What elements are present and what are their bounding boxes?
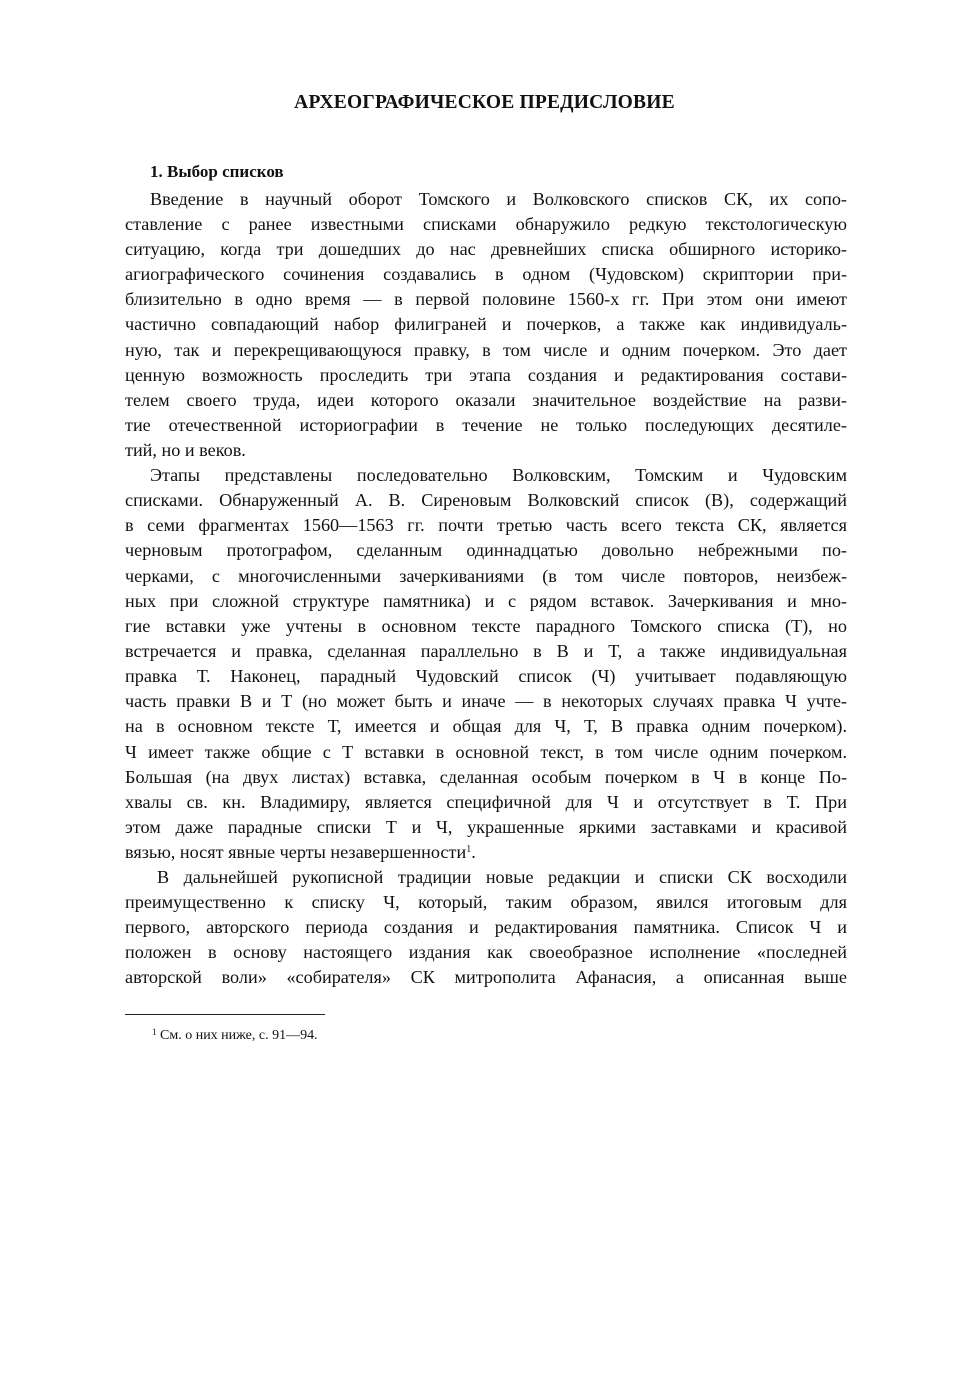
footnote-text: См. о них ниже, с. 91—94.	[160, 1028, 318, 1043]
footnote-divider	[125, 1014, 325, 1015]
paragraph-line: гие вставки уже учтены в основном тексте парадного Томского списка (Т), но	[125, 616, 847, 636]
paragraph-line: Большая (на двух листах) вставка, сделанная особым почерком в Ч в конце По-	[125, 767, 847, 787]
paragraph-line: преимущественно к списку Ч, который, таким образом, явился итоговым для	[125, 892, 847, 912]
paragraph-line: авторской воли» «собирателя» СК митрополита Афанасия, а описанная выше	[125, 967, 847, 987]
paragraph-line: в семи фрагментах 1560—1563 гг. почти третью часть всего текста СК, является	[125, 515, 847, 535]
paragraph-line: списками. Обнаруженный А. В. Сиреновым Волковский список (В), содержащий	[125, 490, 847, 510]
paragraph-line: ную, так и перекрещивающуюся правку, в том числе и одним почерком. Это дает	[125, 340, 847, 360]
paragraph-line: тие отечественной историографии в течение не только последующих десятиле-	[125, 415, 847, 435]
paragraph-line: хвалы св. кн. Владимиру, является специфичной для Ч и отсутствует в Т. При	[125, 792, 847, 812]
paragraph-line: ных при сложной структуре памятника) и с рядом вставок. Зачеркивания и мно-	[125, 591, 847, 611]
paragraph-line	[125, 840, 847, 865]
section-heading: 1. Выбор списков	[150, 162, 284, 181]
footnote	[152, 1028, 318, 1044]
paragraph-line: на в основном тексте Т, имеется и общая для Ч, Т, В правка одним почерком).	[125, 716, 847, 736]
paragraph-line-text: вязью, носят явные черты незавершенности	[125, 842, 467, 862]
paragraph-line: положен в основу настоящего издания как своеобразное исполнение «последней	[125, 942, 847, 962]
paragraph-line: ценную возможность проследить три этапа создания и редактирования состави-	[125, 365, 847, 385]
paragraph-line: ситуацию, когда три дошедших до нас древнейших списка обширного историко-	[125, 239, 847, 259]
paragraph-line: ставление с ранее известными списками обнаружило редкую текстологическую	[125, 214, 847, 234]
paragraph-line: В дальнейшей рукописной традиции новые редакции и списки СК восходили	[157, 867, 847, 887]
paragraph-line: Этапы представлены последовательно Волковским, Томским и Чудовским	[150, 465, 847, 485]
paragraph-line: Ч имеет также общие с Т вставки в основной текст, в том числе одним почерком.	[125, 742, 847, 762]
paragraph-line: тий, но и веков.	[125, 440, 246, 460]
paragraph-line: часть правки В и Т (но может быть и иначе — в некоторых случаях правка Ч учте-	[125, 691, 847, 711]
page-title: АРХЕОГРАФИЧЕСКОЕ ПРЕДИСЛОВИЕ	[294, 92, 675, 113]
paragraph-line: черками, с многочисленными зачеркиваниями (в том числе повторов, неизбеж-	[125, 566, 847, 586]
paragraph-line: близительно в одно время — в первой половине 1560-х гг. При этом они имеют	[125, 289, 847, 309]
paragraph-line: Введение в научный оборот Томского и Волковского списков СК, их сопо-	[150, 189, 847, 209]
paragraph-line: черновым протографом, сделанным одиннадцатью довольно небрежными по-	[125, 540, 847, 560]
paragraph-line: первого, авторского периода создания и редактирования памятника. Список Ч и	[125, 917, 847, 937]
paragraph-line: встречается и правка, сделанная параллельно в В и Т, а также индивидуальная	[125, 641, 847, 661]
paragraph-line: частично совпадающий набор филиграней и почерков, а также как индивидуаль-	[125, 314, 847, 334]
footnote-mark: 1	[152, 1027, 157, 1037]
sentence-end: .	[471, 842, 476, 862]
paragraph-line: телем своего труда, идеи которого оказали значительное воздействие на разви-	[125, 390, 847, 410]
footnote-reference[interactable]: 1	[466, 844, 472, 855]
paragraph-line: этом даже парадные списки Т и Ч, украшенные яркими заставками и красивой	[125, 817, 847, 837]
paragraph-line: правка Т. Наконец, парадный Чудовский список (Ч) учитывает подавляющую	[125, 666, 847, 686]
paragraph-line: агиографического сочинения создавались в одном (Чудовском) скриптории при-	[125, 264, 847, 284]
